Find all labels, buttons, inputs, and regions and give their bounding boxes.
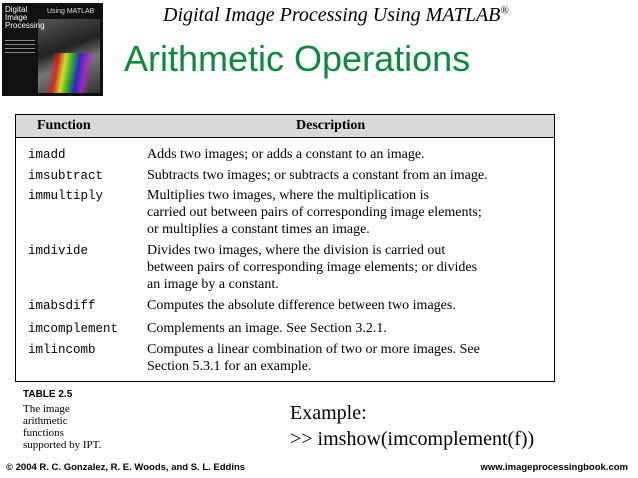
table-caption-line: arithmetic (23, 415, 68, 427)
function-name: imabsdiff (28, 299, 96, 313)
column-header-function: Function (37, 118, 91, 133)
table-caption-line: functions (23, 427, 64, 439)
slide-footer (0, 458, 638, 478)
table-caption (23, 389, 123, 451)
function-name: imlincomb (28, 343, 96, 357)
table-caption-line: The image (23, 403, 70, 415)
function-name: immultiply (28, 189, 104, 203)
cover-subtitle: Using MATLAB (47, 8, 95, 15)
function-description: Adds two images; or adds a constant to an image. (147, 147, 425, 162)
slide-title: Arithmetic Operations (124, 38, 471, 79)
function-description: Computes the absolute difference between two images. (147, 298, 456, 313)
function-name: imcomplement (28, 322, 119, 336)
functions-table (15, 114, 555, 382)
example-block (290, 400, 534, 452)
function-name: imsubtract (28, 169, 104, 183)
book-cover-image (2, 3, 103, 96)
website-link[interactable]: www.imageprocessingbook.com (480, 462, 628, 473)
cover-rainbow (38, 53, 102, 93)
function-name: imadd (28, 148, 66, 162)
function-description: Computes a linear combination of two or more images. See Section 5.3.1 for an example. (147, 342, 480, 374)
table-header (16, 115, 554, 138)
table-caption-label: TABLE 2.5 (23, 389, 73, 400)
book-title: Digital Image Processing Using MATLAB® (163, 4, 509, 26)
function-description: Complements an image. See Section 3.2.1. (147, 321, 387, 336)
function-description: Divides two images, where the division is carried out between pairs of corresponding image elements; or divides an image by a constant. (147, 243, 478, 292)
cover-authors (5, 40, 35, 54)
table-caption-line: supported by IPT. (23, 439, 102, 451)
cover-title: Digital Image Processing (5, 5, 45, 30)
function-description: Multiplies two images, where the multiplication is carried out between pairs of corresponding image elements; or multiplies a constant times an image. (147, 188, 482, 237)
copyright-text: © 2004 R. C. Gonzalez, R. E. Woods, and S. L. Eddins (6, 462, 246, 473)
function-description: Subtracts two images; or subtracts a constant from an image. (147, 168, 488, 183)
example-label: Example: (290, 402, 367, 424)
function-name: imdivide (28, 244, 89, 258)
column-header-description: Description (296, 118, 366, 133)
example-code: >> imshow(imcomplement(f)) (290, 428, 535, 450)
